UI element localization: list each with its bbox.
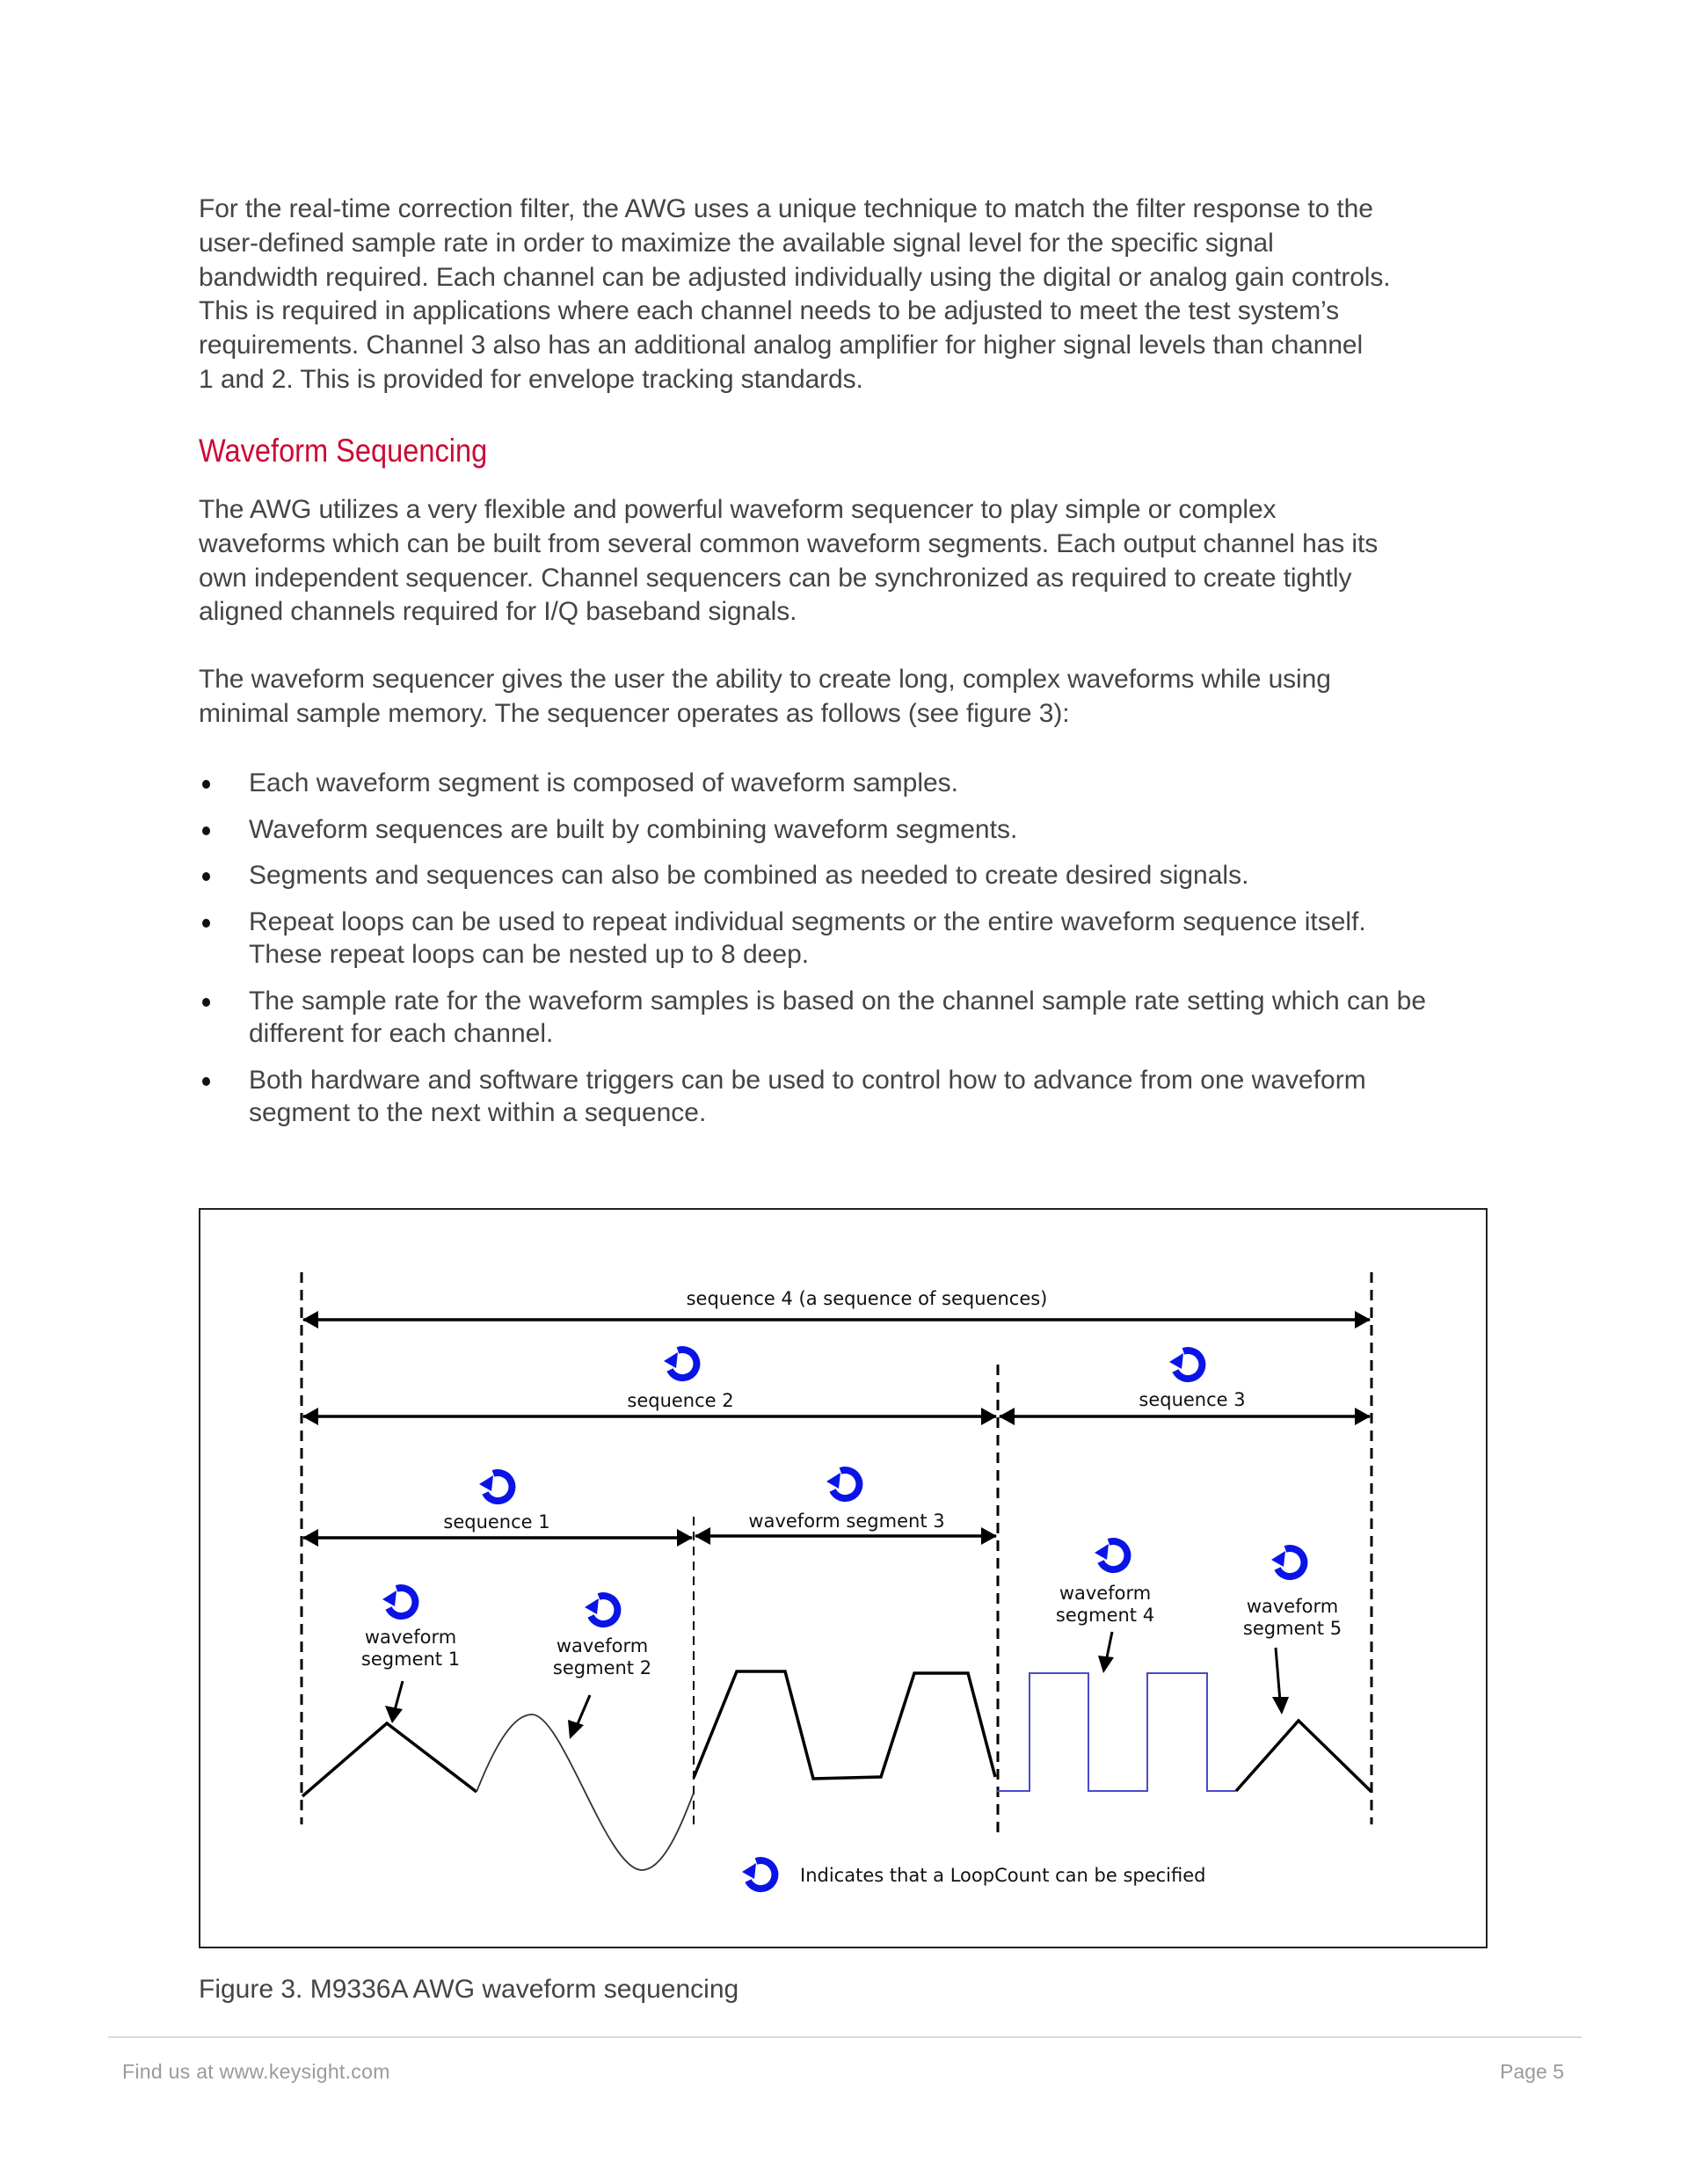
text-line: minimal sample memory. The sequencer operates as follows (see figure 3):	[199, 698, 1070, 728]
span-arrows	[303, 1320, 1370, 1538]
loop-icon	[1095, 1541, 1127, 1569]
label-segment2-line1: waveform	[556, 1635, 649, 1656]
footer-website-link[interactable]: Find us at www.keysight.com	[122, 2060, 390, 2083]
segment4-square	[997, 1673, 1236, 1791]
loop-icons	[382, 1350, 1304, 1889]
text-line: aligned channels required for I/Q baseband signals.	[199, 597, 797, 627]
list-item: The sample rate for the waveform samples is based on the channel sample rate setting which can be different for each channel.	[199, 985, 1462, 1051]
loop-icon	[826, 1470, 859, 1498]
waveforms	[302, 1671, 1372, 1870]
segment1-triangle	[302, 1723, 477, 1796]
label-sequence2: sequence 2	[627, 1390, 734, 1411]
text-line: The AWG utilizes a very flexible and powerful waveform sequencer to play simple or complex	[199, 495, 1277, 524]
label-sequence3: sequence 3	[1139, 1389, 1246, 1410]
label-segment1-line1: waveform	[364, 1627, 457, 1648]
loop-icon	[1169, 1350, 1202, 1379]
text-line: user-defined sample rate in order to maximize the available signal level for the specific signal	[199, 228, 1274, 258]
label-sequence4: sequence 4 (a sequence of sequences)	[686, 1288, 1048, 1309]
segment2-sine	[477, 1714, 694, 1870]
text-line: requirements. Channel 3 also has an additional analog amplifier for higher signal levels than channel	[199, 331, 1364, 360]
legend-text: Indicates that a LoopCount can be specified	[800, 1865, 1206, 1886]
label-segment4-line2: segment 4	[1055, 1605, 1155, 1626]
text-line: This is required in applications where each channel needs to be adjusted to meet the test system’s	[199, 296, 1340, 326]
loop-icon	[382, 1588, 415, 1616]
loop-icon	[585, 1596, 617, 1624]
text-line: 1 and 2. This is provided for envelope tracking standards.	[199, 364, 863, 394]
section-heading: Waveform Sequencing	[199, 433, 488, 469]
dashed-dividers	[302, 1272, 1372, 1833]
label-segment3: waveform segment 3	[748, 1511, 945, 1532]
label-sequence1: sequence 1	[443, 1511, 550, 1532]
figure-caption: Figure 3. M9336A AWG waveform sequencing	[199, 1975, 739, 2004]
page-number: Page 5	[1500, 2060, 1564, 2083]
loop-icon	[1271, 1548, 1304, 1576]
footer-divider	[108, 2036, 1582, 2038]
text-line: waveforms which can be built from several common waveform segments. Each output channel has its	[199, 528, 1379, 558]
label-segment4-line1: waveform	[1059, 1583, 1152, 1604]
label-segment5-line2: segment 5	[1242, 1618, 1342, 1639]
list-item: Both hardware and software triggers can be used to control how to advance from one waveform segment to the next within a sequence.	[199, 1064, 1436, 1130]
label-segment2-line2: segment 2	[552, 1657, 652, 1678]
legend-loop-icon	[742, 1860, 775, 1889]
text-line: own independent sequencer. Channel sequencers can be synchronized as required to create tightly	[199, 563, 1352, 593]
text-line: The waveform sequencer gives the user the ability to create long, complex waveforms while using	[199, 665, 1331, 694]
list-item: Each waveform segment is composed of waveform samples.	[199, 767, 1500, 800]
list-item: Segments and sequences can also be combined as needed to create desired signals.	[199, 859, 1500, 892]
list-item: Waveform sequences are built by combining waveform segments.	[199, 813, 1500, 847]
label-segment1-line2: segment 1	[360, 1649, 461, 1670]
text-line: bandwidth required. Each channel can be adjusted individually using the digital or analog gain controls.	[199, 262, 1391, 292]
text-line: For the real-time correction filter, the AWG uses a unique technique to match the filter response to the	[199, 194, 1373, 223]
loop-icon	[479, 1473, 512, 1501]
loop-icon	[664, 1350, 696, 1378]
pointer-arrowheads	[385, 1656, 1289, 1739]
segment3-trapezoid	[694, 1671, 995, 1779]
label-segment5-line1: waveform	[1246, 1596, 1339, 1617]
list-item: Repeat loops can be used to repeat individual segments or the entire waveform sequence itself. These repeat loops can be nested up to 8 deep.	[199, 906, 1409, 972]
segment5-triangle	[1236, 1721, 1372, 1792]
